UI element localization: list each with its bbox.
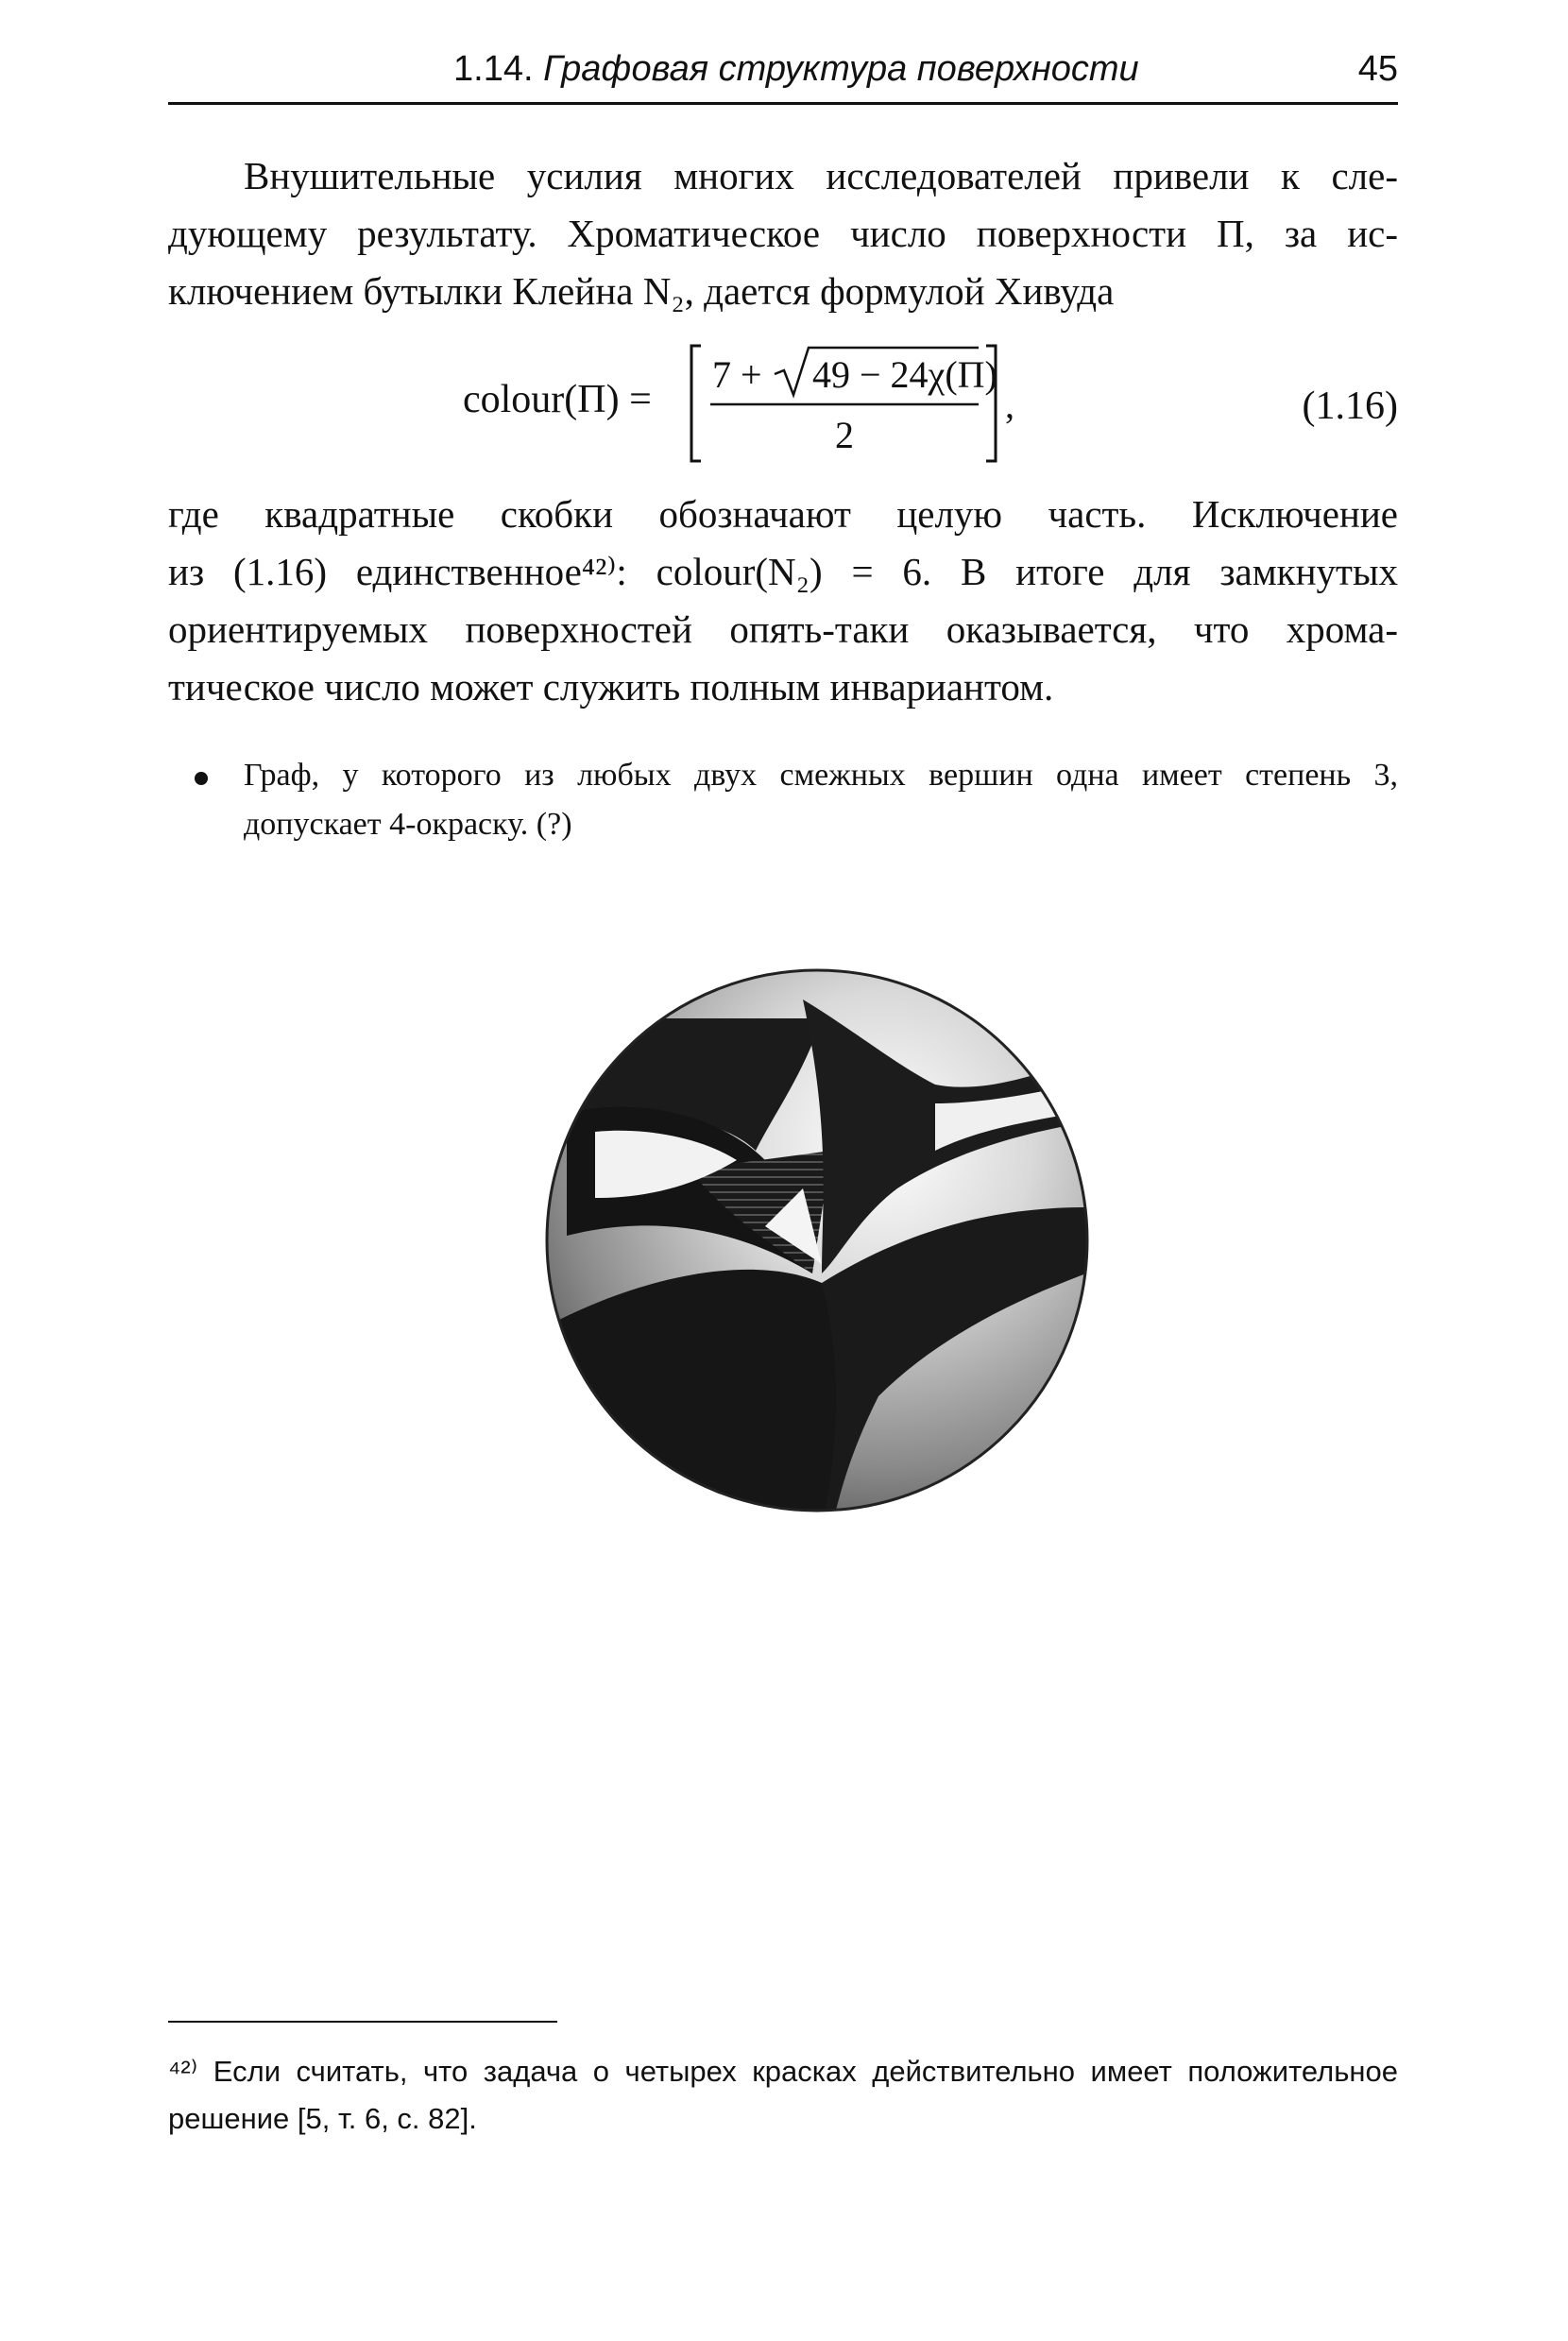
formula-drawing — [453, 333, 1398, 474]
bullet-line: допускает 4-окраску. (?) — [244, 807, 572, 842]
sphere-drawing — [538, 962, 1096, 1519]
formula-lhs: colour(П) = — [463, 378, 652, 421]
section-title — [453, 49, 1139, 90]
bullet-icon — [195, 772, 208, 785]
paragraph-line: дующему результату. Хроматическое число поверхности П, за ис- — [168, 212, 1398, 255]
header-rule — [168, 102, 1398, 105]
paragraph-2 — [168, 486, 1398, 716]
formula-comma: , — [1005, 384, 1014, 426]
bullet-item — [206, 751, 1398, 849]
paragraph-line: ориентируемых поверхностей опять-таки оказывается, что хрома- — [168, 607, 1398, 651]
equation-number: (1.16) — [1302, 384, 1398, 428]
formula-numerator-left: 7 + — [712, 353, 762, 396]
paragraph-line: тическое число может служить полным инвариантом. — [168, 665, 1054, 709]
section-number: 1.14. — [453, 49, 534, 89]
page-number: 45 — [1357, 49, 1398, 89]
surface-sphere-figure — [538, 962, 1096, 1519]
paragraph-line: где квадратные скобки обозначают целую часть. Исключение — [168, 492, 1398, 536]
footnote — [168, 2048, 1398, 2143]
left-floor-bracket — [691, 346, 701, 461]
dark-region-bottom — [557, 1270, 844, 1519]
section-title-text: Графовая структура поверхности — [543, 49, 1139, 89]
paragraph-1 — [168, 147, 1398, 320]
footnote-line: ⁴²⁾ Если считать, что задача о четырех красках действительно имеет положительное — [168, 2055, 1398, 2088]
paragraph-line: из (1.16) единственное⁴²⁾: colour(N₂) = 6. В итоге для замкнутых — [168, 550, 1398, 593]
running-head — [168, 49, 1398, 106]
footnote-line: решение [5, т. 6, с. 82]. — [168, 2102, 477, 2135]
paragraph-line: Внушительные усилия многих исследователей привели к сле- — [244, 154, 1398, 197]
formula-radicand: 49 − 24χ(П) — [812, 353, 997, 396]
bullet-line: Граф, у которого из любых двух смежных вершин одна имеет степень 3, — [244, 758, 1398, 793]
formula-denominator: 2 — [835, 414, 854, 456]
heawood-formula — [453, 333, 1398, 474]
paragraph-line: ключением бутылки Клейна N₂, дается формулой Хивуда — [168, 269, 1115, 313]
footnote-rule — [168, 2021, 557, 2023]
